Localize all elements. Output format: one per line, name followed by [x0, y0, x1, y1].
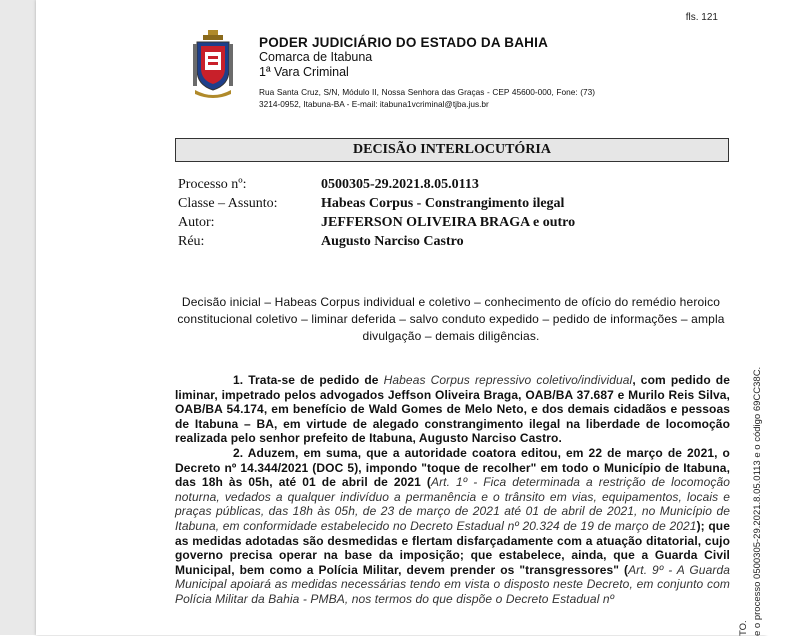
court-name: PODER JUDICIÁRIO DO ESTADO DA BAHIA	[259, 35, 549, 50]
paragraph-italic: Habeas Corpus repressivo coletivo/individual	[383, 373, 633, 387]
verification-text: e o processo 0500305-29.2021.8.05.0113 e o código 69CC38C.	[752, 366, 763, 636]
info-value: Augusto Narciso Castro	[321, 233, 464, 249]
decision-summary: Decisão inicial – Habeas Corpus individual e coletivo – conhecimento de ofício do remédio heroico constitucional coletivo – liminar deferida – salvo conduto expedido – pedido de informações – ampla divulgação – demais diligências.	[177, 295, 725, 343]
side-margin	[766, 0, 800, 635]
info-label: Réu:	[178, 233, 205, 249]
document-page	[36, 0, 766, 635]
paragraph-italic: Art. 9º - A Guarda Municipal apoiará as medidas necessárias tendo em vista o disposto neste Decreto, em conjunto com Polícia Militar da Bahia - PMBA, nos termos do que dispõe o Decreto Estadual nº	[175, 562, 731, 606]
paragraph-italic: Art. 1º - Fica determinada a restrição de locomoção noturna, vedados a qualquer indivíduo a permanência e o trânsito em vias, equipamentos, locais e praças públicas, das 18h às 05h, de 23 de março de 2021 até 01 de abril de 2021, no Município de Itabuna, em conformidade estabelecido no Decreto Estadual nº 20.324 de 19 de março de 2021	[175, 475, 730, 533]
process-info	[178, 175, 575, 251]
court-address: Rua Santa Cruz, S/N, Módulo II, Nossa Senhora das Graças - CEP 45600-000, Fone: (73) 3214-0952, Itabuna-BA - E-mail: itabuna1vcriminal@tjba.jus.br	[259, 87, 595, 109]
verification-text-2: TO.	[738, 620, 749, 636]
info-value: JEFFERSON OLIVEIRA BRAGA e outro	[321, 214, 576, 230]
paragraph-text: ); que as medidas adotadas são desmedidas e flertam disfarçadamente com a atuação ditatorial, cujo governo precisa operar na base da imposição; que estabelece, ainda, que a Guarda Civil Municipal, bem como a Polícia Militar, devem prender os "transgressores" (	[175, 518, 731, 577]
paragraph-text: 2. Aduzem, em suma, que a autoridade coatora editou, em 22 de março de 2021, o Decreto nº 14.344/2021 (DOC 5), impondo "toque de recolher" em todo o Município de Itabuna, das 18h às 05h, até 01 de abril de 2021 (	[175, 445, 730, 490]
document-title: DECISÃO INTERLOCUTÓRIA	[175, 138, 729, 162]
info-value: 0500305-29.2021.8.05.0113	[321, 176, 479, 192]
decision-body	[175, 373, 730, 607]
defendant-row	[178, 232, 575, 251]
court-header	[259, 35, 599, 110]
info-label: Classe – Assunto:	[178, 195, 278, 211]
paragraph-2	[175, 446, 730, 607]
paragraph-text: 1. Trata-se de pedido de	[233, 373, 384, 387]
process-number-row	[178, 175, 575, 194]
author-row	[178, 213, 575, 232]
class-subject-row	[178, 194, 575, 213]
paragraph-text: , com pedido de liminar, impetrado pelos advogados Jeffson Oliveira Braga, OAB/BA 37.687 e Murilo Reis Silva, OAB/BA 54.174, em benefício de Wald Gomes de Melo Neto, e dos demais cidadãos e pessoas de Itabuna – BA, em virtude de alegado constrangimento ilegal na liberdade de locomoção realizada pelo senhor prefeito de Itabuna, Augusto Narciso Castro.	[175, 373, 730, 446]
page-number: fls. 121	[685, 12, 718, 23]
paragraph-1	[175, 373, 730, 446]
comarca-name: Comarca de Itabuna	[259, 50, 373, 64]
info-value: Habeas Corpus - Constrangimento ilegal	[321, 195, 565, 211]
info-label: Processo nº:	[178, 176, 247, 192]
bahia-coat-of-arms-icon	[191, 30, 235, 100]
info-label: Autor:	[178, 214, 215, 230]
vara-name: 1ª Vara Criminal	[259, 65, 349, 79]
